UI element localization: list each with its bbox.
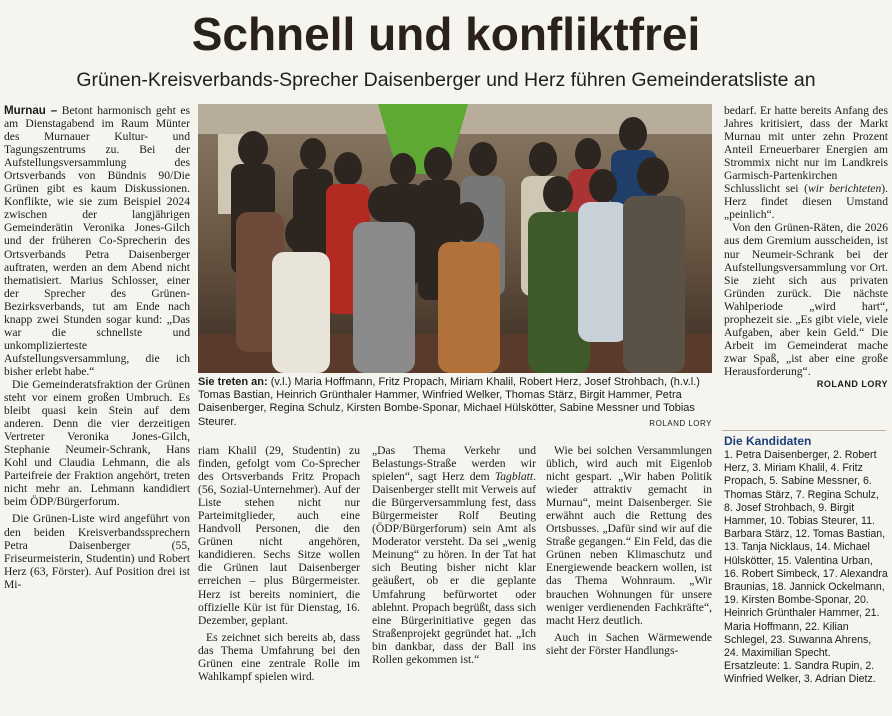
article-column-4 bbox=[546, 444, 712, 657]
paragraph: Die Grünen-Liste wird angeführt von den beiden Kreisverbandssprechern Petra Daisenberger (55, Friseurmeisterin, Studentin) und Robert Herz (63, Förster). Auf Position drei ist Mi- bbox=[4, 512, 190, 591]
group-photo-image bbox=[198, 104, 712, 373]
caption-lead: Sie treten an: bbox=[198, 376, 268, 388]
paragraph: „Das Thema Verkehr und Belastungs-Straße werden wir spielen“, sagt Herz dem Tagblatt. Daisenberger stellt mit Verweis auf die Bürgerversammlung fest, dass Bürgermeister Rolf Beuting (ÖDP/Bürgerforum) sein Amt als Moderator versteht. Da sei „wenig Meinung“ zu hören. In der Tat hat sich Beuting bisher nicht klar geäußert, ob er die geplante Umfahrung befürwortet oder ablehnt. Propach begrüßt, dass sich eine Bürgerinitiative gegen das Straßenprojekt gegründet hat. „Ich bin dankbar, dass der Ball ins Rollen gekommen ist.“ bbox=[372, 444, 536, 666]
article-column-3 bbox=[372, 444, 536, 666]
caption-text: (v.l.) Maria Hoffmann, Fritz Propach, Miriam Khalil, Robert Herz, Josef Strohbach, (h.v.l.) Tomas Bastian, Heinrich Grünthaler Hammer, Winfried Welker, Thomas Stärz, Birgit Hammer, Petra Daisenberger, Regina Schulz, Kirsten Bombe-Sponar, Michael Hülskötter, Sabine Messner und Tobias Steurer. bbox=[198, 376, 700, 428]
divider bbox=[722, 430, 886, 431]
candidates-list: 1. Petra Daisenberger, 2. Robert Herz, 3. Miriam Khalil, 4. Fritz Propach, 5. Sabine Messner, 6. Thomas Stärz, 7. Regina Schulz, 8. Josef Strohbach, 9. Birgit Hammer, 10. Tobias Steurer, 11. Barbara Stärz, 12. Tomas Bastian, 13. Tanja Nicklaus, 14. Michael Hülskötter, 15. Valentina Urban, 16. Robert Simbeck, 17. Alexandra Braunias, 18. Jannick Ockelmann, 19. Kirsten Bombe-Sponar, 20. Heinrich Grünthaler Hammer, 21. Maria Hoffmann, 22. Kilian Schlegel, 23. Suwanna Ahrens, 24. Maximilian Specht. Ersatzleute: 1. Sandra Rupin, 2. Winfried Welker, 3. Adrian Dietz. bbox=[724, 449, 888, 686]
group-photo bbox=[198, 104, 712, 373]
dateline: Murnau – bbox=[4, 104, 58, 117]
subheadline: Grünen-Kreisverbands-Sprecher Daisenberger und Herz führen Gemeinderatsliste an bbox=[76, 69, 816, 91]
paragraph: Von den Grünen-Räten, die 2026 aus dem Gremium ausscheiden, ist nur Neumeir-Schrank bei der Aufstellungsversammlung vor Ort. Sie zieht sich aus privaten Gründen zurück. Die nächste Wahlperiode „wird hart“, prophezeit sie. „Es gibt viele, viele Aufgaben, aber kein Geld.“ Die Arbeit im Gemeinderat mache zwar Spaß, „ist aber eine große Herausforderung“. ROLAND LORY bbox=[724, 221, 888, 378]
candidates-title: Die Kandidaten bbox=[724, 434, 812, 448]
article-column-2 bbox=[198, 444, 360, 683]
paragraph: Murnau – Betont harmonisch geht es am Dienstagabend im Raum Münter des Murnauer Kultur- und Tagungszentrums zu. Bei der Aufstellungsversammlung des Ortsverbands von Bündnis 90/Die Grünen gibt es kaum Diskussionen. Konflikte, wie sie zum Beispiel 2024 zwischen der langjährigen Gemeinderätin Veronika Jones-Gilch und der früheren Co-Sprecherin des Ortsverbands Petra Daisenberger auftraten, werden an dem Abend nicht thematisiert. Marius Schlosser, einer der Sprecher des Grünen-Bezirksverbands, tut am Ende nach knapp zwei Stunden sogar kund: „Das war die schnellste und unkomplizierteste Aufstellungsversammlung, die ich bisher erlebt habe.“ bbox=[4, 104, 190, 378]
photo-caption bbox=[198, 376, 712, 429]
article-column-1 bbox=[4, 104, 190, 591]
paragraph: Wie bei solchen Versammlungen üblich, wird auch mit Eigenlob nicht gespart. „Wir haben Politik wieder attraktiv gemacht in Murnau“, meint Daisenberger. Sie erwähnt auch die Rettung des Ortsbusses. „Dafür sind wir auf die Straße gegangen.“ Ein Feld, das die Grünen neben Klimaschutz und Energiewende beackern wollen, ist das Thema Wohnraum. „Wir brauchen Wohnungen für unsere weniger verdienenden Fachkräfte“, macht Herz deutlich. bbox=[546, 444, 712, 627]
photo-credit: ROLAND LORY bbox=[649, 419, 712, 428]
paragraph: Es zeichnet sich bereits ab, dass das Thema Umfahrung bei den Grünen eine zentrale Rolle im Wahlkampf spielen wird. bbox=[198, 630, 360, 683]
paragraph: Auch in Sachen Wärmewende sieht der Förster Handlungs- bbox=[546, 630, 712, 657]
author: ROLAND LORY bbox=[816, 378, 888, 389]
paragraph: riam Khalil (29, Studentin) zu finden, gefolgt vom Co-Sprecher des Ortsverbands Fritz Propach (56, Sozial-Unternehmer). Auf der Liste stehen nicht nur Parteimitglieder, auch eine Handvoll Personen, die den Grünen nicht angehören, kandidieren. Sechs Sitze wollen die Grünen laut Daisenberger erreichen – plus Bürgermeister. Herz ist bereits nominiert, die offizielle Kür ist für Dienstag, 16. Dezember, geplant. bbox=[198, 444, 360, 627]
headline: Schnell und konfliktfrei bbox=[191, 8, 701, 60]
paragraph: Die Gemeinderatsfraktion der Grünen steht vor einem großen Umbruch. Es bleibt quasi kein Stein auf dem anderen. Denn die vier derzeitigen Vertreter Veronika Jones-Gilch, Stephanie Neumeir-Schrank, Hans Kohl und Claudia Lehmann, die als Parteifreie der Fraktion angehört, treten nicht mehr an. Lehmann kandidiert beim ÖDP/Bürgerforum. bbox=[4, 377, 190, 509]
article-column-5 bbox=[724, 104, 888, 391]
paragraph: bedarf. Er hatte bereits Anfang des Jahres kritisiert, dass der Markt Murnau mit unter zehn Prozent Anteil Erneuerbarer Energien am Strommix nicht nur im Landkreis Garmisch-Partenkirchen Schlusslicht sei (wir berichteten). Herz findet diesen Umstand „peinlich“. bbox=[724, 104, 889, 222]
